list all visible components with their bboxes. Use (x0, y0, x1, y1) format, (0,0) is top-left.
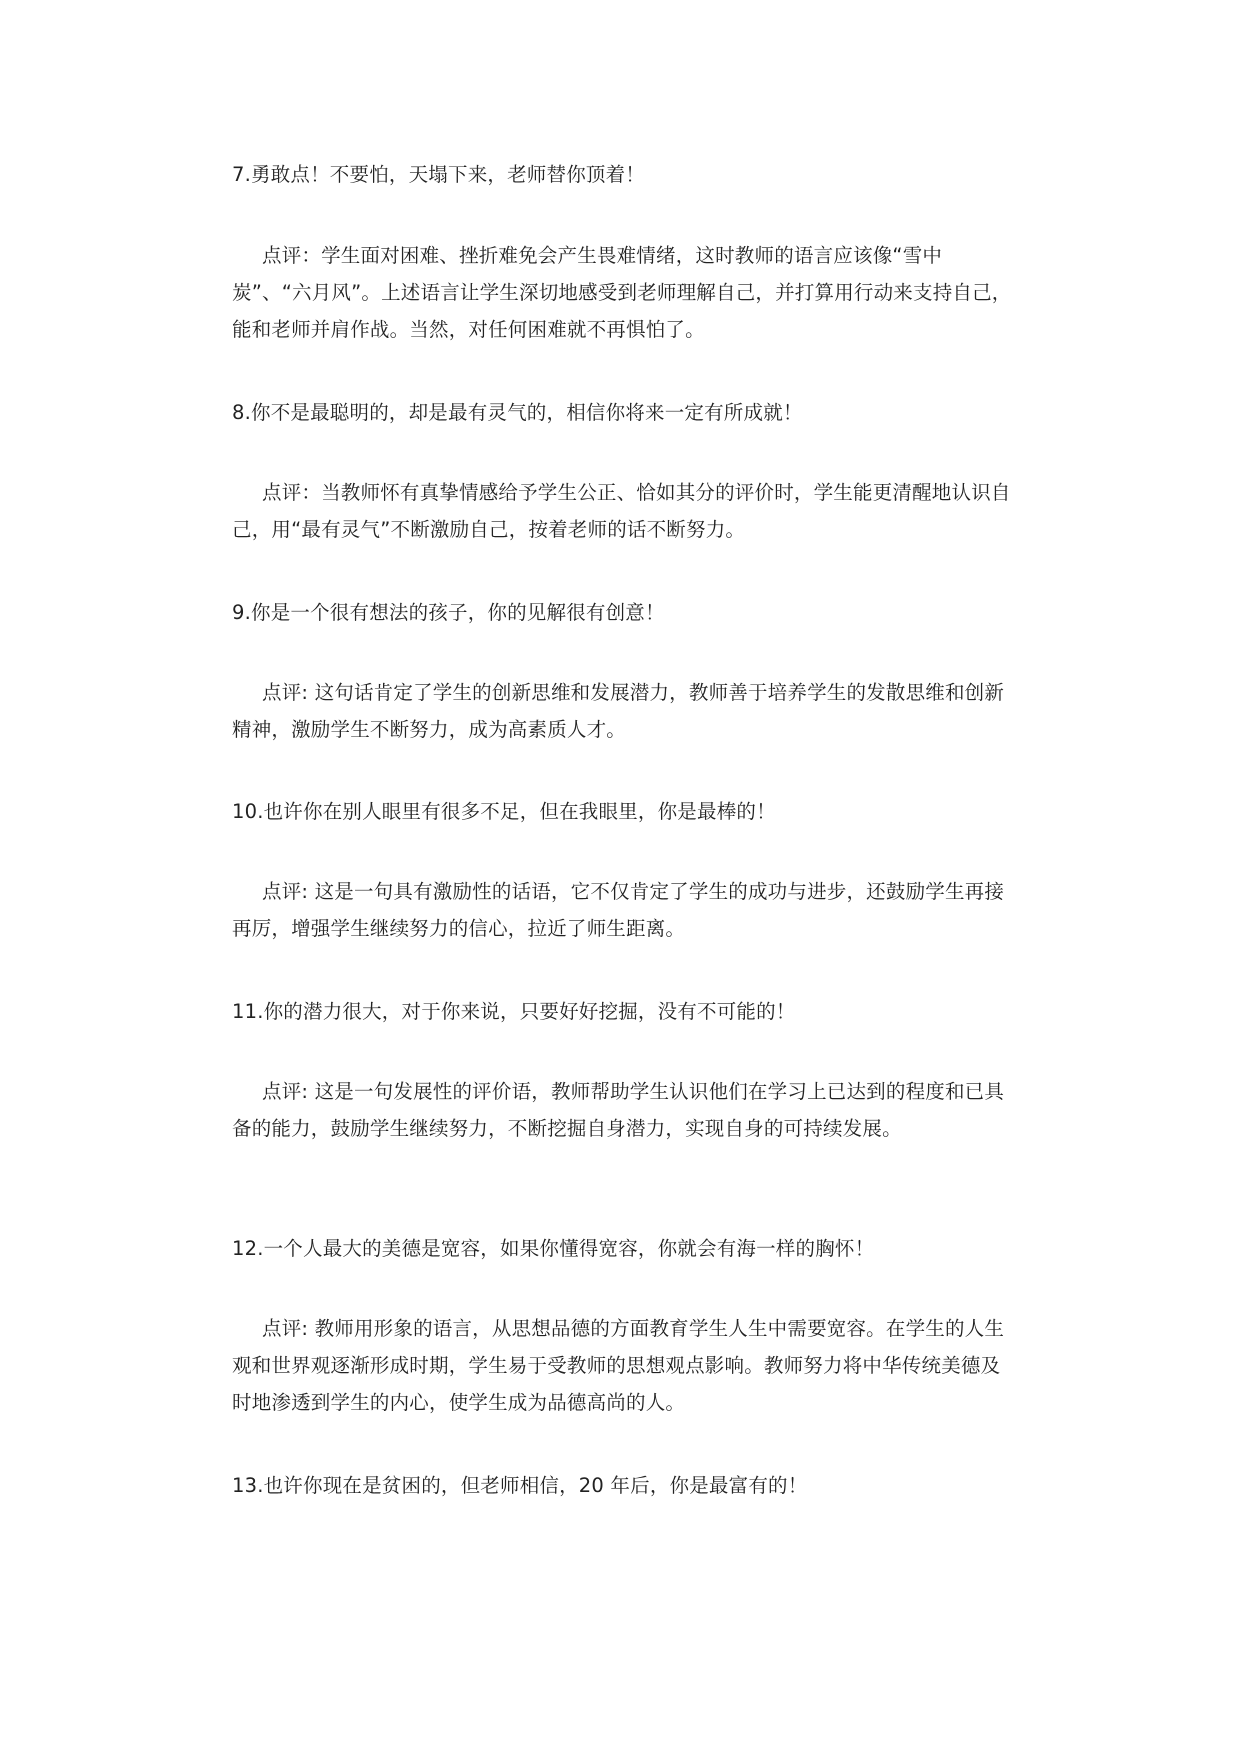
item-9-heading: 9.你是一个很有想法的孩子，你的见解很有创意！ (232, 601, 665, 624)
item-7-comment: 点评：学生面对困难、挫折难免会产生畏难情绪，这时教师的语言应该像“雪中炭”、“六月风”。上述语言让学生深切地感受到老师理解自己，并打算用行动来支持自己，能和老师并肩作战。当然，对任何困难就不再惧怕了。 (232, 244, 1012, 341)
item-10-heading: 10.也许你在别人眼里有很多不足，但在我眼里，你是最棒的！ (232, 800, 776, 823)
item-8-heading: 8.你不是最聪明的，却是最有灵气的，相信你将来一定有所成就！ (232, 401, 803, 424)
item-10-comment: 点评: 这是一句具有激励性的话语，它不仅肯定了学生的成功与进步，还鼓励学生再接再厉，增强学生继续努力的信心，拉近了师生距离。 (232, 880, 1005, 940)
item-9-comment: 点评: 这句话肯定了学生的创新思维和发展潜力，教师善于培养学生的发散思维和创新精神，激励学生不断努力，成为高素质人才。 (232, 681, 1005, 741)
item-8-comment: 点评：当教师怀有真挚情感给予学生公正、恰如其分的评价时，学生能更清醒地认识自己，用“最有灵气”不断激励自己，按着老师的话不断努力。 (232, 481, 1011, 541)
item-11-comment: 点评: 这是一句发展性的评价语，教师帮助学生认识他们在学习上已达到的程度和已具备的能力，鼓励学生继续努力，不断挖掘自身潜力，实现自身的可持续发展。 (232, 1080, 1005, 1140)
item-13-heading: 13.也许你现在是贫困的，但老师相信，20 年后，你是最富有的！ (232, 1474, 808, 1497)
item-12-comment: 点评: 教师用形象的语言，从思想品德的方面教育学生人生中需要宽容。在学生的人生观和世界观逐渐形成时期，学生易于受教师的思想观点影响。教师努力将中华传统美德及时地渗透到学生的内心，使学生成为品德高尚的人。 (232, 1317, 1005, 1414)
item-11-heading: 11.你的潜力很大，对于你来说，只要好好挖掘，没有不可能的！ (232, 1000, 796, 1023)
item-7-heading: 7.勇敢点！不要怕，天塌下来，老师替你顶着！ (232, 163, 646, 186)
item-12-heading: 12.一个人最大的美德是宽容，如果你懂得宽容，你就会有海一样的胸怀！ (232, 1237, 875, 1260)
